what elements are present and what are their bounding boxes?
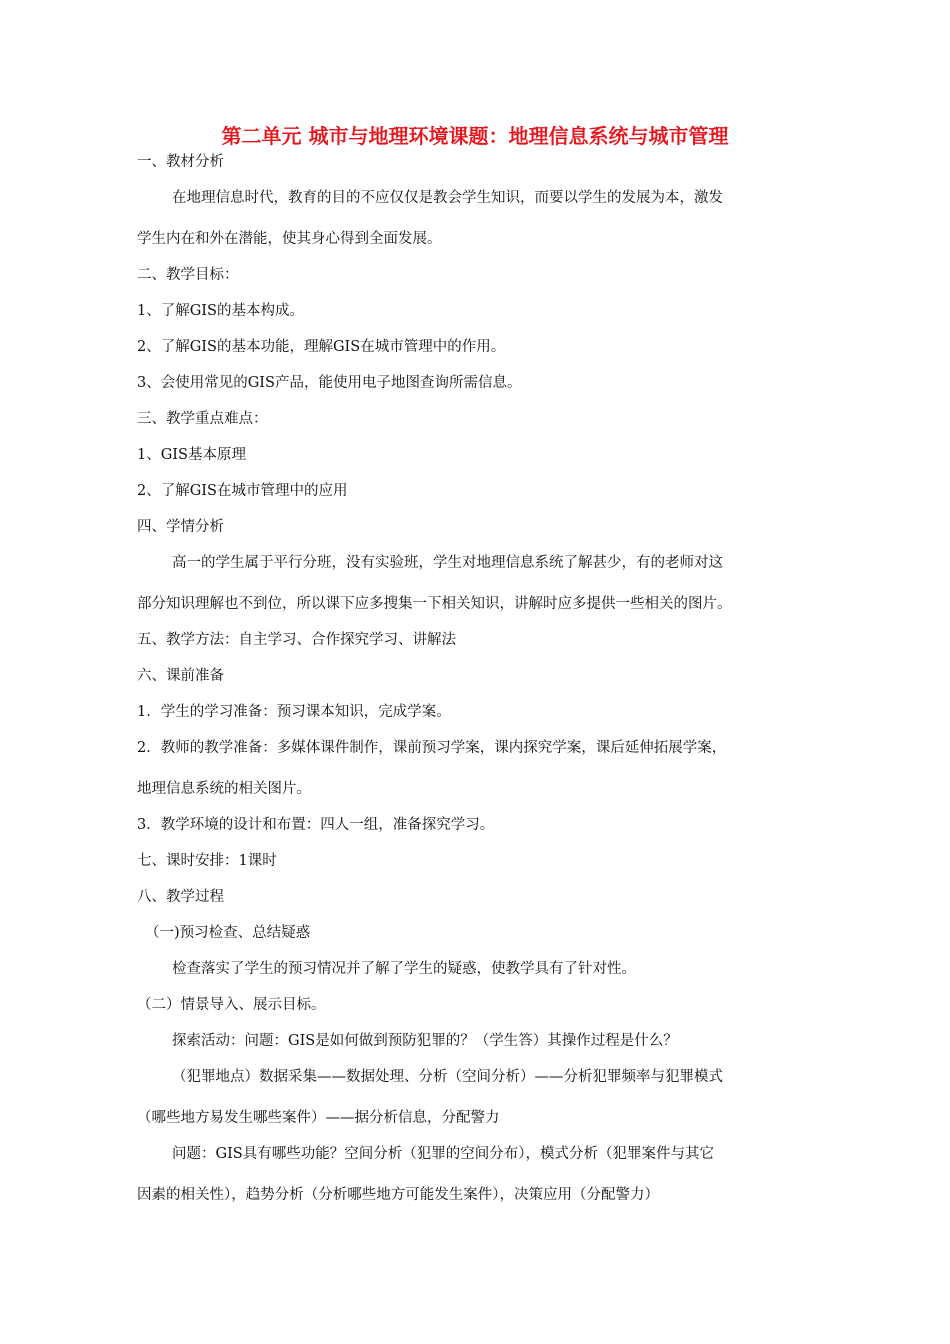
paragraph-line: （哪些地方易发生哪些案件）——据分析信息，分配警力 bbox=[137, 1110, 500, 1126]
paragraph-line: 高一的学生属于平行分班，没有实验班，学生对地理信息系统了解甚少，有的老师对这 bbox=[172, 555, 723, 571]
heading-teaching-process: 八、教学过程 bbox=[137, 889, 224, 905]
list-item: 2、了解GIS在城市管理中的应用 bbox=[137, 483, 348, 499]
paragraph-line: 地理信息系统的相关图片。 bbox=[137, 781, 311, 797]
list-item: 1．学生的学习准备：预习课本知识，完成学案。 bbox=[137, 704, 451, 720]
subheading: （一)预习检查、总结疑惑 bbox=[145, 925, 311, 941]
paragraph-line: （犯罪地点）数据采集——数据处理、分析（空间分析）——分析犯罪频率与犯罪模式 bbox=[172, 1069, 723, 1085]
heading-key-points: 三、教学重点难点： bbox=[137, 411, 268, 427]
subheading: （二）情景导入、展示目标。 bbox=[137, 997, 326, 1013]
list-item: 3、会使用常见的GIS产品，能使用电子地图查询所需信息。 bbox=[137, 375, 522, 391]
list-item: 2、了解GIS的基本功能，理解GIS在城市管理中的作用。 bbox=[137, 339, 506, 355]
heading-teaching-method: 五、教学方法：自主学习、合作探究学习、讲解法 bbox=[137, 632, 456, 648]
heading-textbook-analysis: 一、教材分析 bbox=[137, 154, 224, 170]
paragraph-line: 学生内在和外在潜能，使其身心得到全面发展。 bbox=[137, 231, 442, 247]
paragraph-line: 因素的相关性），趋势分析（分析哪些地方可能发生案件），决策应用（分配警力） bbox=[137, 1187, 659, 1203]
heading-schedule: 七、课时安排：1课时 bbox=[137, 853, 277, 869]
heading-preparation: 六、课前准备 bbox=[137, 668, 224, 684]
list-item: 1、GIS基本原理 bbox=[137, 447, 246, 463]
heading-student-analysis: 四、学情分析 bbox=[137, 519, 224, 535]
document-title: 第二单元 城市与地理环境课题：地理信息系统与城市管理 bbox=[221, 124, 729, 148]
paragraph-line: 部分知识理解也不到位，所以课下应多搜集一下相关知识，讲解时应多提供一些相关的图片。 bbox=[137, 596, 732, 612]
paragraph-line: 检查落实了学生的预习情况并了解了学生的疑惑，使教学具有了针对性。 bbox=[172, 961, 636, 977]
paragraph-line: 探索活动：问题：GIS是如何做到预防犯罪的？（学生答）其操作过程是什么？ bbox=[172, 1033, 678, 1049]
list-item: 2．教师的教学准备：多媒体课件制作，课前预习学案，课内探究学案，课后延伸拓展学案， bbox=[137, 740, 727, 756]
paragraph-line: 在地理信息时代，教育的目的不应仅仅是教会学生知识，而要以学生的发展为本，激发 bbox=[172, 190, 723, 206]
paragraph-line: 问题：GIS具有哪些功能？空间分析（犯罪的空间分布），模式分析（犯罪案件与其它 bbox=[172, 1146, 714, 1162]
list-item: 3．教学环境的设计和布置：四人一组，准备探究学习。 bbox=[137, 817, 495, 833]
list-item: 1、了解GIS的基本构成。 bbox=[137, 303, 304, 319]
heading-teaching-goals: 二、教学目标： bbox=[137, 267, 239, 283]
